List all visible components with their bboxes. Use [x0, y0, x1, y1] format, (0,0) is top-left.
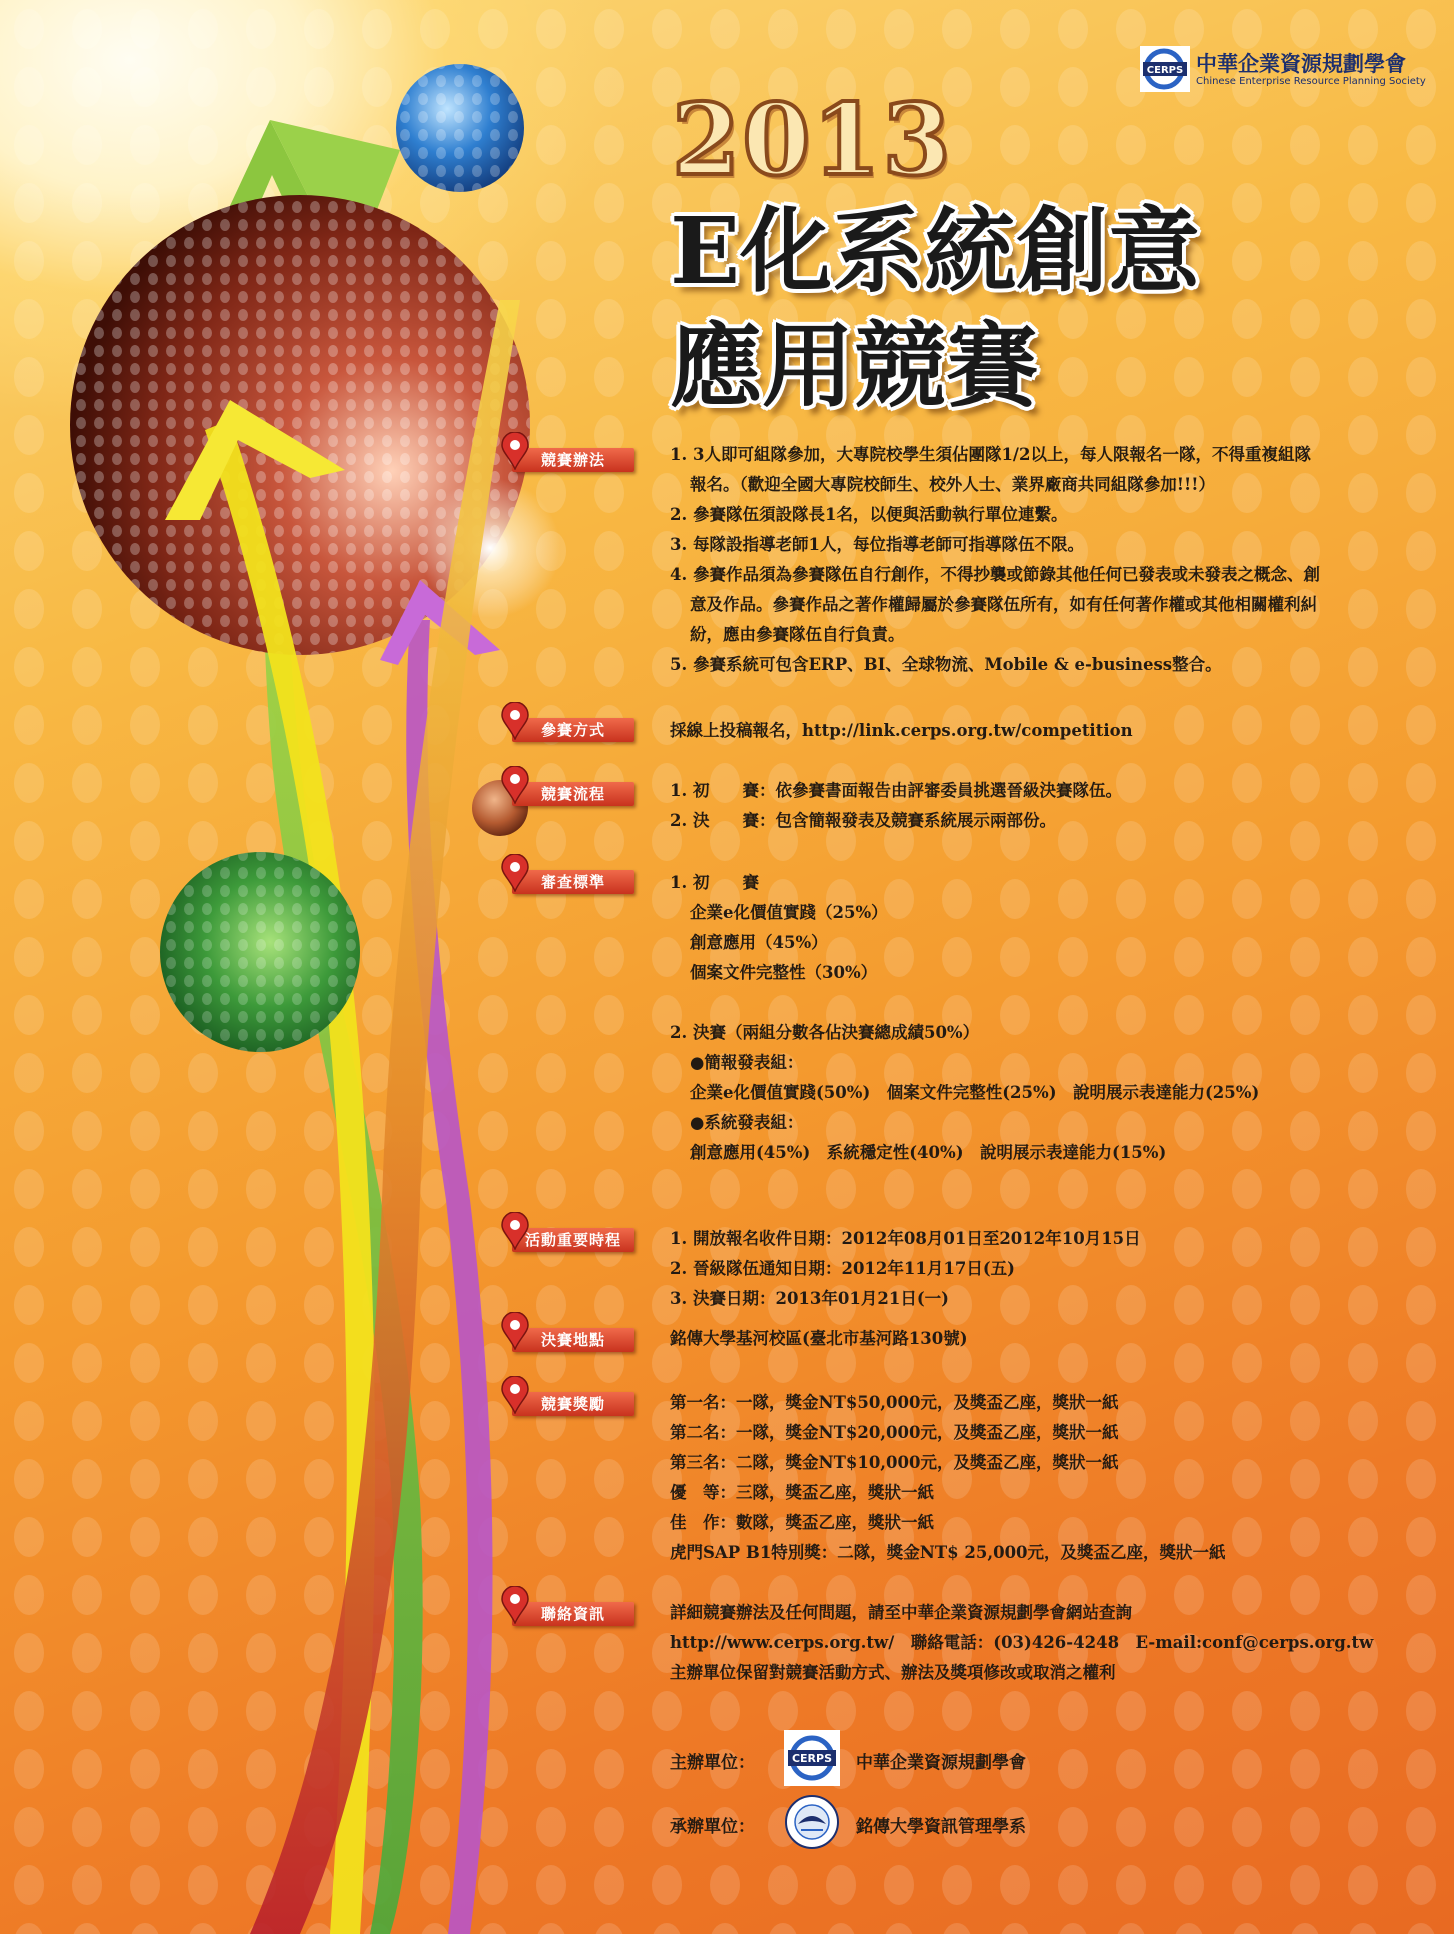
section-label: 競賽獎勵: [512, 1392, 634, 1416]
criteria-item: 個案文件完整性（30%）: [690, 963, 878, 982]
section-tag-process: [512, 780, 640, 808]
criteria-item: 創意應用（45%）: [690, 933, 828, 952]
process-line: 2. 決 賽：包含簡報發表及競賽系統展示兩部份。: [670, 811, 1056, 830]
criteria-content: [670, 868, 1390, 1168]
title-line-1: E化系統創意: [670, 197, 1201, 305]
sponsor-organizer: [670, 1730, 1170, 1790]
rules-line: 2. 參賽隊伍須設隊長1名，以便與活動執行單位連繫。: [670, 505, 1068, 524]
organizer-label: 主辦單位：: [670, 1753, 755, 1773]
cerps-logo-icon: [1140, 46, 1190, 92]
svg-text:CERPS: CERPS: [1146, 65, 1184, 76]
map-pin-icon: [500, 854, 530, 892]
process-content: [670, 776, 1390, 836]
venue-content: [670, 1324, 1390, 1354]
criteria-group-title: ●系統發表組：: [690, 1113, 804, 1132]
cerps-logo-icon: [784, 1730, 840, 1786]
method-text: 採線上投稿報名，http://link.cerps.org.tw/competition: [670, 721, 1133, 740]
venue-text: 銘傳大學基河校區(臺北市基河路130號): [670, 1329, 968, 1348]
section-label: 參賽方式: [512, 718, 634, 742]
section-tag-schedule: [512, 1226, 640, 1254]
rules-line: 報名。（歡迎全國大專院校師生、校外人士、業界廠商共同組隊參加!!!）: [690, 475, 1215, 494]
awards-content: [670, 1388, 1390, 1568]
schedule-line: 2. 晉級隊伍通知日期：2012年11月17日(五): [670, 1259, 1015, 1278]
rules-line: 4. 參賽作品須為參賽隊伍自行創作，不得抄襲或節錄其他任何已發表或未發表之概念、創: [670, 565, 1320, 584]
rules-line: 意及作品。參賽作品之著作權歸屬於參賽隊伍所有，如有任何著作權或其他相關權利糾: [690, 595, 1317, 614]
section-tag-criteria: [512, 868, 640, 896]
rules-content: [670, 440, 1390, 680]
criteria-prelim-title: 1. 初 賽: [670, 873, 759, 892]
schedule-line: 1. 開放報名收件日期：2012年08月01日至2012年10月15日: [670, 1229, 1141, 1248]
svg-text:CERPS: CERPS: [791, 1752, 833, 1765]
schedule-line: 3. 決賽日期：2013年01月21日(一): [670, 1289, 949, 1308]
title-year: 2013: [672, 83, 953, 198]
contact-line: http://www.cerps.org.tw/ 聯絡電話：(03)426-4248 E-mail:conf@cerps.org.tw: [670, 1633, 1374, 1652]
criteria-final-title: 2. 決賽（兩組分數各佔決賽總成績50%）: [670, 1023, 980, 1042]
criteria-group-title: ●簡報發表組：: [690, 1053, 804, 1072]
section-label: 競賽辦法: [512, 448, 634, 472]
map-pin-icon: [500, 1312, 530, 1350]
criteria-item: 企業e化價值實踐（25%）: [690, 903, 888, 922]
section-label: 決賽地點: [512, 1328, 634, 1352]
criteria-group-items: 創意應用(45%) 系統穩定性(40%) 說明展示表達能力(15%): [690, 1143, 1167, 1162]
award-line: 佳 作：數隊，獎盃乙座，獎狀一紙: [670, 1513, 934, 1532]
rules-line: 5. 參賽系統可包含ERP、BI、全球物流、Mobile & e-business整合。: [670, 655, 1222, 674]
criteria-group-items: 企業e化價值實踐(50%) 個案文件完整性(25%) 說明展示表達能力(25%): [690, 1083, 1260, 1102]
award-line: 優 等：三隊，獎盃乙座，獎狀一紙: [670, 1483, 934, 1502]
schedule-content: [670, 1224, 1390, 1314]
map-pin-icon: [500, 766, 530, 804]
rules-line: 1. 3人即可組隊參加，大專院校學生須佔團隊1/2以上，每人限報名一隊，不得重複組隊: [670, 445, 1311, 464]
org-logo: [1140, 46, 1440, 94]
award-line: 第二名：一隊，獎金NT$20,000元，及獎盃乙座，獎狀一紙: [670, 1423, 1119, 1442]
title-line-2: 應用競賽: [670, 312, 1039, 420]
host-label: 承辦單位：: [670, 1817, 755, 1837]
org-name-cn: 中華企業資源規劃學會: [1196, 52, 1406, 76]
section-tag-rules: [512, 446, 640, 474]
contact-line: 詳細競賽辦法及任何問題，請至中華企業資源規劃學會網站查詢: [670, 1603, 1132, 1622]
map-pin-icon: [500, 702, 530, 740]
contact-line: 主辦單位保留對競賽活動方式、辦法及獎項修改或取消之權利: [670, 1663, 1116, 1682]
award-line: 虎門SAP B1特別獎：二隊，獎金NT$ 25,000元，及獎盃乙座，獎狀一紙: [670, 1543, 1226, 1562]
map-pin-icon: [500, 1212, 530, 1250]
host-name: 銘傳大學資訊管理學系: [856, 1817, 1026, 1837]
contact-content: [670, 1598, 1390, 1688]
rules-line: 3. 每隊設指導老師1人，每位指導老師可指導隊伍不限。: [670, 535, 1084, 554]
process-line: 1. 初 賽：依參賽書面報告由評審委員挑選晉級決賽隊伍。: [670, 781, 1122, 800]
award-line: 第一名：一隊，獎金NT$50,000元，及獎盃乙座，獎狀一紙: [670, 1393, 1119, 1412]
section-label: 聯絡資訊: [512, 1602, 634, 1626]
section-label: 活動重要時程: [512, 1228, 634, 1252]
university-seal-icon: [784, 1794, 840, 1850]
map-pin-icon: [500, 1586, 530, 1624]
sponsor-host: [670, 1794, 1170, 1854]
section-tag-awards: [512, 1390, 640, 1418]
map-pin-icon: [500, 432, 530, 470]
map-pin-icon: [500, 1376, 530, 1414]
section-tag-contact: [512, 1600, 640, 1628]
section-label: 審查標準: [512, 870, 634, 894]
section-label: 競賽流程: [512, 782, 634, 806]
organizer-name: 中華企業資源規劃學會: [856, 1753, 1026, 1773]
org-name-en: Chinese Enterprise Resource Planning Society: [1196, 76, 1426, 87]
award-line: 第三名：二隊，獎金NT$10,000元，及獎盃乙座，獎狀一紙: [670, 1453, 1119, 1472]
section-tag-venue: [512, 1326, 640, 1354]
method-content: [670, 716, 1390, 746]
rules-line: 紛，應由參賽隊伍自行負責。: [690, 625, 905, 644]
section-tag-method: [512, 716, 640, 744]
